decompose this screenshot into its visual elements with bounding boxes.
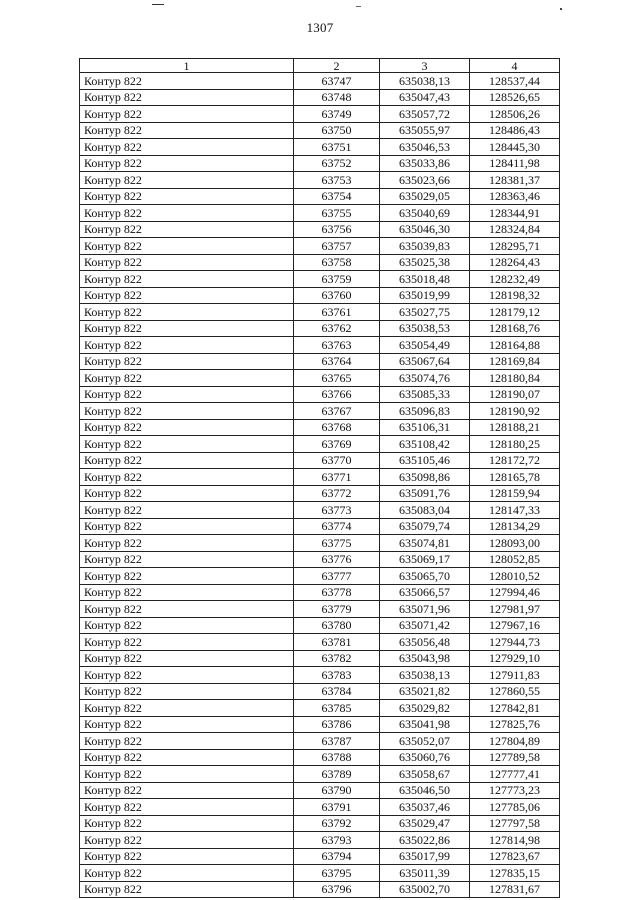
point-number-cell: 63783 — [294, 667, 380, 684]
scan-mark-right — [356, 6, 361, 7]
contour-name-cell: Контур 822 — [80, 386, 294, 403]
table-row — [80, 337, 560, 354]
table-row — [80, 386, 560, 403]
table-row — [80, 436, 560, 453]
contour-name-cell: Контур 822 — [80, 716, 294, 733]
x-coordinate-cell: 635021,82 — [380, 683, 470, 700]
point-number-cell: 63776 — [294, 551, 380, 568]
y-coordinate-cell: 127777,41 — [470, 766, 560, 783]
point-number-cell: 63760 — [294, 287, 380, 304]
table-row — [80, 502, 560, 519]
contour-name-cell: Контур 822 — [80, 799, 294, 816]
x-coordinate-cell: 635071,42 — [380, 617, 470, 634]
table-row — [80, 700, 560, 717]
point-number-cell: 63780 — [294, 617, 380, 634]
table-row — [80, 287, 560, 304]
y-coordinate-cell: 127860,55 — [470, 683, 560, 700]
table-row — [80, 881, 560, 898]
point-number-cell: 63747 — [294, 73, 380, 90]
x-coordinate-cell: 635038,53 — [380, 320, 470, 337]
table-row — [80, 238, 560, 255]
point-number-cell: 63766 — [294, 386, 380, 403]
point-number-cell: 63774 — [294, 518, 380, 535]
contour-name-cell: Контур 822 — [80, 733, 294, 750]
x-coordinate-cell: 635046,53 — [380, 139, 470, 156]
table-row — [80, 799, 560, 816]
x-coordinate-cell: 635067,64 — [380, 353, 470, 370]
contour-name-cell: Контур 822 — [80, 766, 294, 783]
point-number-cell: 63794 — [294, 848, 380, 865]
point-number-cell: 63770 — [294, 452, 380, 469]
x-coordinate-cell: 635056,48 — [380, 634, 470, 651]
x-coordinate-cell: 635002,70 — [380, 881, 470, 898]
point-number-cell: 63769 — [294, 436, 380, 453]
point-number-cell: 63790 — [294, 782, 380, 799]
contour-name-cell: Контур 822 — [80, 650, 294, 667]
contour-name-cell: Контур 822 — [80, 601, 294, 618]
table-body — [80, 73, 560, 898]
y-coordinate-cell: 127773,23 — [470, 782, 560, 799]
point-number-cell: 63796 — [294, 881, 380, 898]
table-row — [80, 551, 560, 568]
table-row — [80, 353, 560, 370]
point-number-cell: 63789 — [294, 766, 380, 783]
contour-name-cell: Контур 822 — [80, 370, 294, 387]
table-row — [80, 469, 560, 486]
y-coordinate-cell: 128164,88 — [470, 337, 560, 354]
x-coordinate-cell: 635029,47 — [380, 815, 470, 832]
point-number-cell: 63778 — [294, 584, 380, 601]
y-coordinate-cell: 127831,67 — [470, 881, 560, 898]
contour-name-cell: Контур 822 — [80, 122, 294, 139]
x-coordinate-cell: 635066,57 — [380, 584, 470, 601]
point-number-cell: 63764 — [294, 353, 380, 370]
y-coordinate-cell: 128526,65 — [470, 89, 560, 106]
x-coordinate-cell: 635023,66 — [380, 172, 470, 189]
x-coordinate-cell: 635108,42 — [380, 436, 470, 453]
x-coordinate-cell: 635052,07 — [380, 733, 470, 750]
x-coordinate-cell: 635055,97 — [380, 122, 470, 139]
point-number-cell: 63763 — [294, 337, 380, 354]
table-row — [80, 650, 560, 667]
x-coordinate-cell: 635069,17 — [380, 551, 470, 568]
y-coordinate-cell: 128168,76 — [470, 320, 560, 337]
y-coordinate-cell: 127994,46 — [470, 584, 560, 601]
y-coordinate-cell: 128010,52 — [470, 568, 560, 585]
column-header-1: 1 — [80, 59, 294, 73]
table-row — [80, 716, 560, 733]
point-number-cell: 63792 — [294, 815, 380, 832]
contour-name-cell: Контур 822 — [80, 535, 294, 552]
contour-name-cell: Контур 822 — [80, 403, 294, 420]
contour-name-cell: Контур 822 — [80, 700, 294, 717]
table-row — [80, 221, 560, 238]
y-coordinate-cell: 127814,98 — [470, 832, 560, 849]
point-number-cell: 63758 — [294, 254, 380, 271]
point-number-cell: 63773 — [294, 502, 380, 519]
y-coordinate-cell: 127823,67 — [470, 848, 560, 865]
table-row — [80, 617, 560, 634]
contour-name-cell: Контур 822 — [80, 436, 294, 453]
y-coordinate-cell: 128134,29 — [470, 518, 560, 535]
y-coordinate-cell: 128172,72 — [470, 452, 560, 469]
point-number-cell: 63782 — [294, 650, 380, 667]
table-row — [80, 683, 560, 700]
point-number-cell: 63759 — [294, 271, 380, 288]
x-coordinate-cell: 635039,83 — [380, 238, 470, 255]
contour-name-cell: Контур 822 — [80, 155, 294, 172]
x-coordinate-cell: 635065,70 — [380, 568, 470, 585]
coordinates-table — [79, 58, 560, 898]
table-row — [80, 419, 560, 436]
table-row — [80, 271, 560, 288]
point-number-cell: 63753 — [294, 172, 380, 189]
x-coordinate-cell: 635085,33 — [380, 386, 470, 403]
contour-name-cell: Контур 822 — [80, 568, 294, 585]
x-coordinate-cell: 635011,39 — [380, 865, 470, 882]
contour-name-cell: Контур 822 — [80, 502, 294, 519]
contour-name-cell: Контур 822 — [80, 865, 294, 882]
x-coordinate-cell: 635040,69 — [380, 205, 470, 222]
contour-name-cell: Контур 822 — [80, 73, 294, 90]
y-coordinate-cell: 128188,21 — [470, 419, 560, 436]
table-row — [80, 452, 560, 469]
x-coordinate-cell: 635029,05 — [380, 188, 470, 205]
point-number-cell: 63748 — [294, 89, 380, 106]
table-row — [80, 172, 560, 189]
x-coordinate-cell: 635037,46 — [380, 799, 470, 816]
contour-name-cell: Контур 822 — [80, 469, 294, 486]
table-row — [80, 518, 560, 535]
x-coordinate-cell: 635019,99 — [380, 287, 470, 304]
y-coordinate-cell: 127797,58 — [470, 815, 560, 832]
contour-name-cell: Контур 822 — [80, 89, 294, 106]
y-coordinate-cell: 127785,06 — [470, 799, 560, 816]
point-number-cell: 63756 — [294, 221, 380, 238]
point-number-cell: 63755 — [294, 205, 380, 222]
contour-name-cell: Контур 822 — [80, 782, 294, 799]
x-coordinate-cell: 635025,38 — [380, 254, 470, 271]
contour-name-cell: Контур 822 — [80, 485, 294, 502]
x-coordinate-cell: 635105,46 — [380, 452, 470, 469]
y-coordinate-cell: 128506,26 — [470, 106, 560, 123]
x-coordinate-cell: 635038,13 — [380, 73, 470, 90]
column-header-3: 3 — [380, 59, 470, 73]
table-row — [80, 634, 560, 651]
contour-name-cell: Контур 822 — [80, 254, 294, 271]
y-coordinate-cell: 128411,98 — [470, 155, 560, 172]
point-number-cell: 63772 — [294, 485, 380, 502]
x-coordinate-cell: 635071,96 — [380, 601, 470, 618]
point-number-cell: 63757 — [294, 238, 380, 255]
table-row — [80, 139, 560, 156]
contour-name-cell: Контур 822 — [80, 353, 294, 370]
y-coordinate-cell: 128147,33 — [470, 502, 560, 519]
contour-name-cell: Контур 822 — [80, 832, 294, 849]
x-coordinate-cell: 635098,86 — [380, 469, 470, 486]
x-coordinate-cell: 635074,76 — [380, 370, 470, 387]
x-coordinate-cell: 635096,83 — [380, 403, 470, 420]
page-number: 1307 — [306, 20, 334, 35]
point-number-cell: 63787 — [294, 733, 380, 750]
point-number-cell: 63754 — [294, 188, 380, 205]
point-number-cell: 63761 — [294, 304, 380, 321]
y-coordinate-cell: 128179,12 — [470, 304, 560, 321]
point-number-cell: 63777 — [294, 568, 380, 585]
x-coordinate-cell: 635043,98 — [380, 650, 470, 667]
y-coordinate-cell: 128537,44 — [470, 73, 560, 90]
contour-name-cell: Контур 822 — [80, 188, 294, 205]
y-coordinate-cell: 127789,58 — [470, 749, 560, 766]
contour-name-cell: Контур 822 — [80, 667, 294, 684]
x-coordinate-cell: 635074,81 — [380, 535, 470, 552]
contour-name-cell: Контур 822 — [80, 848, 294, 865]
contour-name-cell: Контур 822 — [80, 452, 294, 469]
contour-name-cell: Контур 822 — [80, 617, 294, 634]
contour-name-cell: Контур 822 — [80, 683, 294, 700]
y-coordinate-cell: 128344,91 — [470, 205, 560, 222]
point-number-cell: 63768 — [294, 419, 380, 436]
point-number-cell: 63767 — [294, 403, 380, 420]
y-coordinate-cell: 127911,83 — [470, 667, 560, 684]
point-number-cell: 63784 — [294, 683, 380, 700]
table-row — [80, 832, 560, 849]
column-header-4: 4 — [470, 59, 560, 73]
y-coordinate-cell: 128232,49 — [470, 271, 560, 288]
table-row — [80, 865, 560, 882]
contour-name-cell: Контур 822 — [80, 337, 294, 354]
header-row — [80, 59, 560, 73]
table-row — [80, 568, 560, 585]
table-row — [80, 601, 560, 618]
y-coordinate-cell: 128169,84 — [470, 353, 560, 370]
y-coordinate-cell: 128486,43 — [470, 122, 560, 139]
scan-mark-left — [152, 4, 164, 5]
table-row — [80, 370, 560, 387]
contour-name-cell: Контур 822 — [80, 881, 294, 898]
y-coordinate-cell: 128445,30 — [470, 139, 560, 156]
x-coordinate-cell: 635022,86 — [380, 832, 470, 849]
y-coordinate-cell: 128324,84 — [470, 221, 560, 238]
table-row — [80, 766, 560, 783]
y-coordinate-cell: 128363,46 — [470, 188, 560, 205]
table-row — [80, 320, 560, 337]
contour-name-cell: Контур 822 — [80, 815, 294, 832]
contour-name-cell: Контур 822 — [80, 584, 294, 601]
table-row — [80, 106, 560, 123]
point-number-cell: 63775 — [294, 535, 380, 552]
table-row — [80, 485, 560, 502]
y-coordinate-cell: 127929,10 — [470, 650, 560, 667]
table-row — [80, 584, 560, 601]
y-coordinate-cell: 127842,81 — [470, 700, 560, 717]
y-coordinate-cell: 128198,32 — [470, 287, 560, 304]
table-row — [80, 782, 560, 799]
contour-name-cell: Контур 822 — [80, 634, 294, 651]
x-coordinate-cell: 635054,49 — [380, 337, 470, 354]
point-number-cell: 63791 — [294, 799, 380, 816]
point-number-cell: 63765 — [294, 370, 380, 387]
point-number-cell: 63785 — [294, 700, 380, 717]
contour-name-cell: Контур 822 — [80, 205, 294, 222]
contour-name-cell: Контур 822 — [80, 106, 294, 123]
y-coordinate-cell: 128180,84 — [470, 370, 560, 387]
table-row — [80, 403, 560, 420]
table-row — [80, 73, 560, 90]
x-coordinate-cell: 635017,99 — [380, 848, 470, 865]
y-coordinate-cell: 128159,94 — [470, 485, 560, 502]
table-row — [80, 815, 560, 832]
x-coordinate-cell: 635060,76 — [380, 749, 470, 766]
contour-name-cell: Контур 822 — [80, 419, 294, 436]
y-coordinate-cell: 127835,15 — [470, 865, 560, 882]
table-row — [80, 304, 560, 321]
table-row — [80, 848, 560, 865]
table-row — [80, 749, 560, 766]
x-coordinate-cell: 635029,82 — [380, 700, 470, 717]
table-row — [80, 535, 560, 552]
y-coordinate-cell: 128190,07 — [470, 386, 560, 403]
x-coordinate-cell: 635027,75 — [380, 304, 470, 321]
x-coordinate-cell: 635033,86 — [380, 155, 470, 172]
point-number-cell: 63786 — [294, 716, 380, 733]
scan-dot — [560, 8, 562, 10]
table-row — [80, 667, 560, 684]
x-coordinate-cell: 635018,48 — [380, 271, 470, 288]
table-row — [80, 733, 560, 750]
y-coordinate-cell: 127944,73 — [470, 634, 560, 651]
y-coordinate-cell: 128052,85 — [470, 551, 560, 568]
table-row — [80, 155, 560, 172]
contour-name-cell: Контур 822 — [80, 139, 294, 156]
y-coordinate-cell: 128295,71 — [470, 238, 560, 255]
x-coordinate-cell: 635038,13 — [380, 667, 470, 684]
y-coordinate-cell: 128093,00 — [470, 535, 560, 552]
x-coordinate-cell: 635046,50 — [380, 782, 470, 799]
y-coordinate-cell: 127825,76 — [470, 716, 560, 733]
point-number-cell: 63779 — [294, 601, 380, 618]
y-coordinate-cell: 128180,25 — [470, 436, 560, 453]
contour-name-cell: Контур 822 — [80, 551, 294, 568]
point-number-cell: 63749 — [294, 106, 380, 123]
x-coordinate-cell: 635046,30 — [380, 221, 470, 238]
x-coordinate-cell: 635083,04 — [380, 502, 470, 519]
column-header-2: 2 — [294, 59, 380, 73]
point-number-cell: 63750 — [294, 122, 380, 139]
x-coordinate-cell: 635057,72 — [380, 106, 470, 123]
table-row — [80, 188, 560, 205]
y-coordinate-cell: 127967,16 — [470, 617, 560, 634]
table-row — [80, 122, 560, 139]
x-coordinate-cell: 635058,67 — [380, 766, 470, 783]
point-number-cell: 63752 — [294, 155, 380, 172]
x-coordinate-cell: 635047,43 — [380, 89, 470, 106]
contour-name-cell: Контур 822 — [80, 749, 294, 766]
x-coordinate-cell: 635079,74 — [380, 518, 470, 535]
point-number-cell: 63751 — [294, 139, 380, 156]
point-number-cell: 63788 — [294, 749, 380, 766]
contour-name-cell: Контур 822 — [80, 271, 294, 288]
contour-name-cell: Контур 822 — [80, 287, 294, 304]
point-number-cell: 63793 — [294, 832, 380, 849]
table-row — [80, 205, 560, 222]
point-number-cell: 63771 — [294, 469, 380, 486]
y-coordinate-cell: 128381,37 — [470, 172, 560, 189]
contour-name-cell: Контур 822 — [80, 320, 294, 337]
y-coordinate-cell: 128165,78 — [470, 469, 560, 486]
contour-name-cell: Контур 822 — [80, 238, 294, 255]
x-coordinate-cell: 635106,31 — [380, 419, 470, 436]
table-row — [80, 89, 560, 106]
table-row — [80, 254, 560, 271]
y-coordinate-cell: 128190,92 — [470, 403, 560, 420]
contour-name-cell: Контур 822 — [80, 304, 294, 321]
y-coordinate-cell: 127804,89 — [470, 733, 560, 750]
contour-name-cell: Контур 822 — [80, 172, 294, 189]
y-coordinate-cell: 128264,43 — [470, 254, 560, 271]
point-number-cell: 63795 — [294, 865, 380, 882]
x-coordinate-cell: 635091,76 — [380, 485, 470, 502]
point-number-cell: 63762 — [294, 320, 380, 337]
y-coordinate-cell: 127981,97 — [470, 601, 560, 618]
contour-name-cell: Контур 822 — [80, 518, 294, 535]
contour-name-cell: Контур 822 — [80, 221, 294, 238]
point-number-cell: 63781 — [294, 634, 380, 651]
x-coordinate-cell: 635041,98 — [380, 716, 470, 733]
